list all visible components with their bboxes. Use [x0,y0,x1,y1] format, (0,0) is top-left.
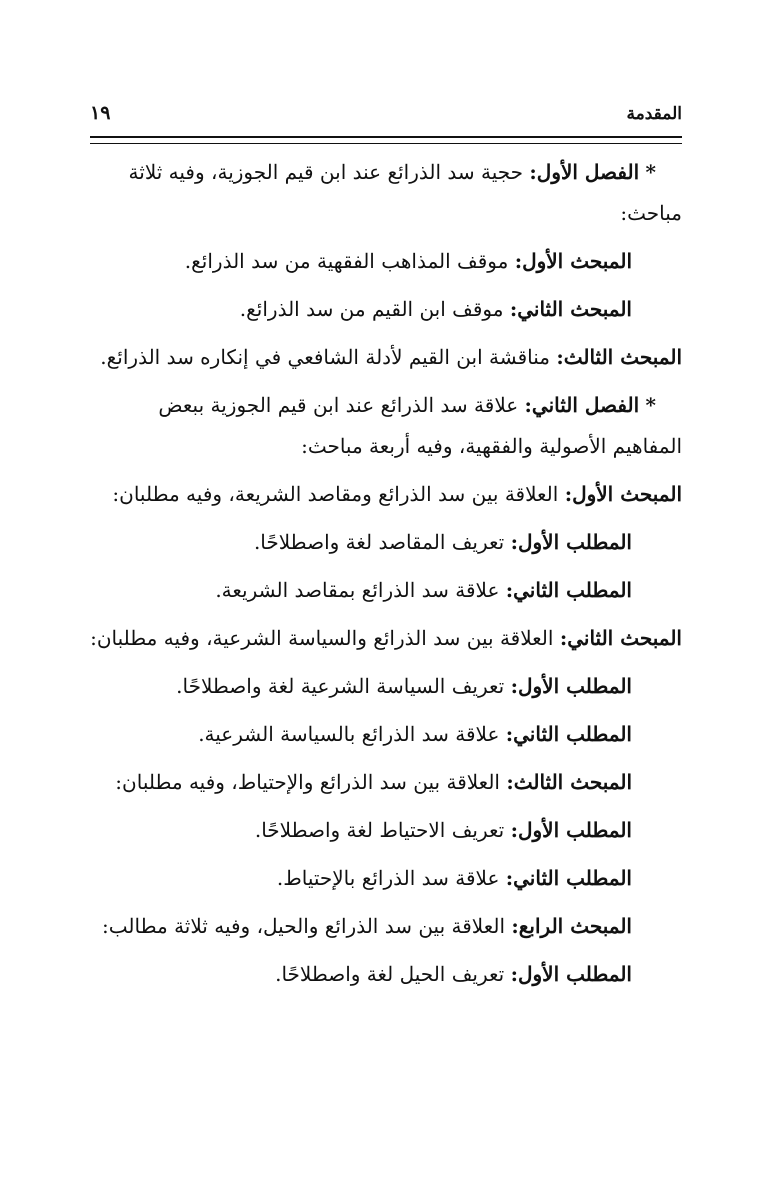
entry-text: العلاقة بين سد الذرائع والإحتياط، وفيه مطلبان: [115,770,500,794]
entry-text: مناقشة ابن القيم لأدلة الشافعي في إنكاره سد الذرائع. [100,345,550,369]
section-entry [90,337,682,378]
entry-label: المبحث الثاني: [509,297,632,321]
running-title: المقدمة [626,104,682,124]
entry-text: تعريف السياسة الشرعية لغة واصطلاحًا. [176,674,505,698]
entry-label: الفصل الأول: [529,160,640,184]
entry-label: المبحث الأول: [564,482,682,506]
entry-label: المبحث الثاني: [559,626,682,650]
subsection-entry [90,666,682,707]
header-rule-thick [90,136,682,138]
table-of-contents [90,152,682,1002]
entry-label: المطلب الأول: [510,674,632,698]
entry-label: المطلب الثاني: [505,578,632,602]
star-marker: * [645,160,656,184]
entry-text: علاقة سد الذرائع بالسياسة الشرعية. [198,722,500,746]
section-entry [90,474,682,515]
entry-text: موقف المذاهب الفقهية من سد الذرائع. [184,249,509,273]
entry-label: المبحث الرابع: [511,914,632,938]
entry-text: علاقة سد الذرائع عند ابن قيم الجوزية ببعض المفاهيم الأصولية والفقهية، وفيه أربعة مباحث: [158,393,682,458]
subsection-entry [90,570,682,611]
entry-label: المطلب الأول: [510,818,632,842]
chapter-entry [90,152,682,234]
subsection-entry [90,858,682,899]
entry-text: تعريف المقاصد لغة واصطلاحًا. [253,530,505,554]
subsection-entry [90,714,682,755]
subsection-entry [90,810,682,851]
header-rule-thin [90,143,682,144]
entry-label: المطلب الثاني: [505,866,632,890]
page-header [90,104,682,132]
entry-text: حجية سد الذرائع عند ابن قيم الجوزية، وفيه ثلاثة مباحث: [128,160,682,225]
entry-label: المبحث الثالث: [506,770,632,794]
entry-label: المبحث الأول: [514,249,632,273]
section-entry [90,618,682,659]
section-entry [90,289,682,330]
entry-text: العلاقة بين سد الذرائع والحيل، وفيه ثلاثة مطالب: [102,914,506,938]
entry-label: المطلب الأول: [510,530,632,554]
section-entry [90,241,682,282]
entry-text: تعريف الحيل لغة واصطلاحًا. [275,962,505,986]
entry-text: العلاقة بين سد الذرائع ومقاصد الشريعة، وفيه مطلبان: [112,482,559,506]
star-marker: * [645,393,656,417]
entry-label: المطلب الثاني: [505,722,632,746]
entry-text: علاقة سد الذرائع بمقاصد الشريعة. [215,578,500,602]
subsection-entry [90,522,682,563]
section-entry [90,906,682,947]
entry-label: الفصل الثاني: [524,393,640,417]
entry-text: موقف ابن القيم من سد الذرائع. [239,297,504,321]
chapter-entry [90,385,682,467]
subsection-entry [90,954,682,995]
entry-text: تعريف الاحتياط لغة واصطلاحًا. [254,818,505,842]
entry-label: المطلب الأول: [510,962,632,986]
entry-text: العلاقة بين سد الذرائع والسياسة الشرعية، وفيه مطلبان: [90,626,554,650]
entry-text: علاقة سد الذرائع بالإحتياط. [276,866,500,890]
entry-label: المبحث الثالث: [556,345,682,369]
page-number: ١٩ [90,102,111,124]
section-entry [90,762,682,803]
